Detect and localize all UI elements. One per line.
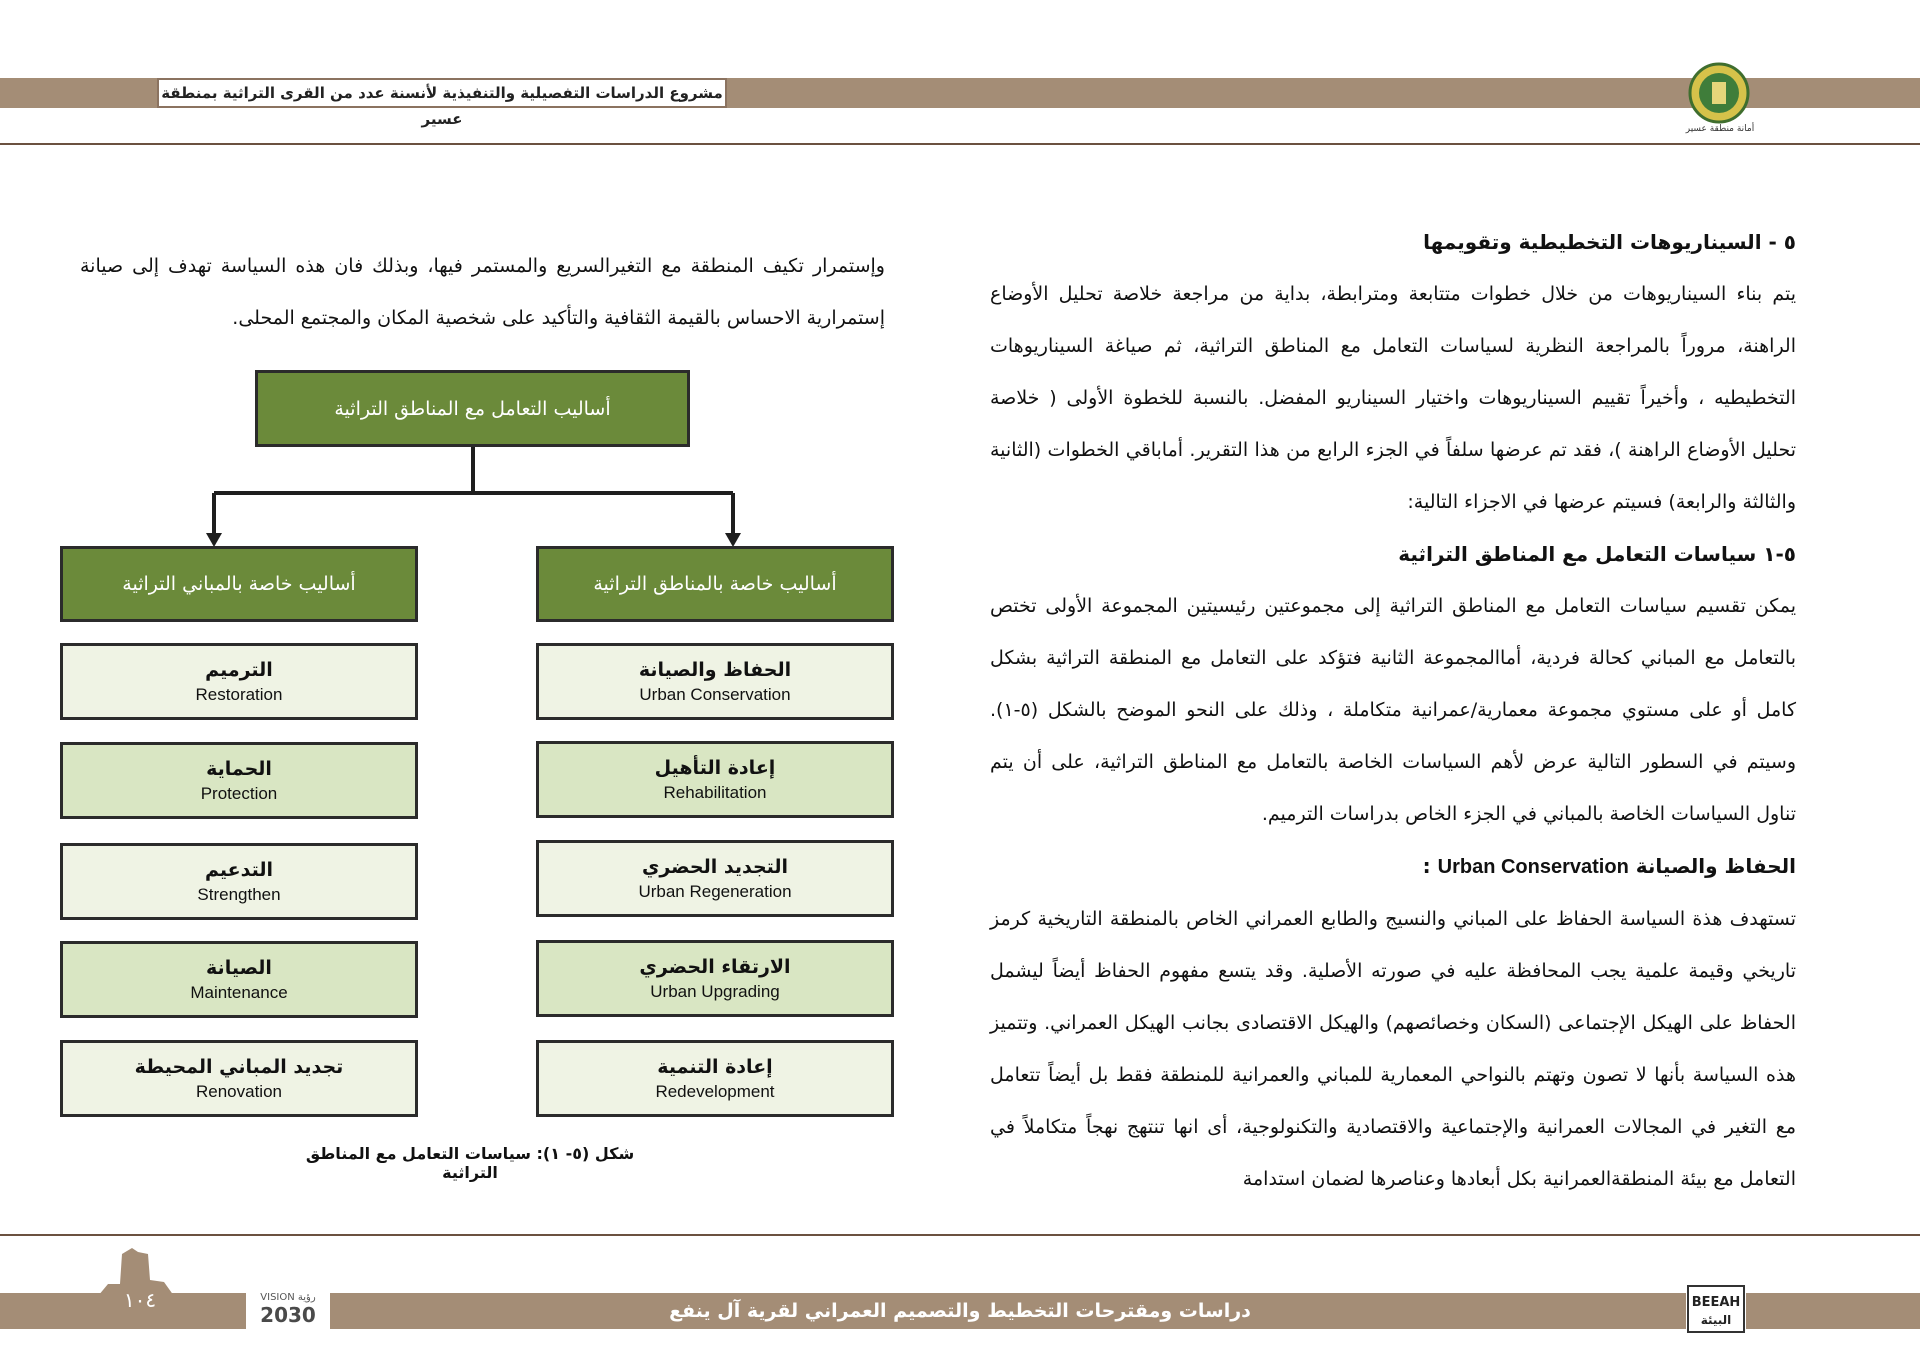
areas-item-ar: التجديد الحضري — [641, 855, 789, 878]
buildings-item — [60, 1040, 418, 1117]
left-paragraph: وإستمرار تكيف المنطقة مع التغيرالسريع والمستمر فيها، وبذلك فان هذه السياسة تهدف إلى صيانة إستمرارية الاحساس بالقيمة الثقافية والتأكيد على شخصية المكان والمجتمع المحلى. — [80, 255, 885, 329]
svg-text:البيئة: البيئة — [1700, 1313, 1732, 1327]
buildings-item-en: Renovation — [195, 1081, 282, 1101]
areas-item — [536, 643, 894, 720]
areas-item — [536, 840, 894, 917]
right-column — [990, 216, 1796, 1205]
conservation-heading: الحفاظ والصيانة Urban Conservation : — [1422, 854, 1796, 878]
diagram-root — [255, 370, 690, 447]
buildings-item-ar: الترميم — [205, 658, 273, 681]
footer-rule — [0, 1234, 1920, 1236]
branch-buildings-label: أساليب خاصة بالمباني التراثية — [122, 573, 356, 595]
subsection-paragraph: يمكن تقسيم سياسات التعامل مع المناطق التراثية إلى مجموعتين رئيسيتين المجموعة الأولى تختص بالتعامل مع المباني كحالة فردية، أماالمجموعة الثانية فتؤكد على التعامل مع المنطقة التراثية بشكل كامل أو على مستوي مجموعة معمارية/عمرانية متكاملة ، وذلك على النحو الموضح بالشكل (٥-١). وسيتم في السطور التالية عرض لأهم السياسات الخاصة بالتعامل مع المناطق التراثية، على أن يتم تناول السياسات الخاصة بالمباني في الجزء الخاص بدراسات الترميم. — [990, 595, 1796, 825]
areas-item-en: Rehabilitation — [663, 782, 767, 802]
buildings-item — [60, 941, 418, 1018]
buildings-item — [60, 843, 418, 920]
buildings-item-ar: التدعيم — [204, 858, 273, 881]
diagram-branch-buildings — [60, 546, 418, 622]
page-number: ١٠٤ — [123, 1288, 157, 1312]
areas-item-en: Urban Upgrading — [650, 981, 780, 1001]
conservation-heading-en: Urban Conservation — [1437, 856, 1629, 878]
areas-item-ar: الحفاظ والصيانة — [638, 658, 792, 681]
diagram-connectors — [200, 445, 760, 550]
areas-item-ar: إعادة التأهيل — [654, 756, 776, 779]
svg-text:2030: 2030 — [260, 1303, 316, 1327]
intro-paragraph: يتم بناء السيناريوهات من خلال خطوات متتابعة ومترابطة، بداية من مراجعة خلاصة تحليل الأوضاع الراهنة، مروراً بالمراجعة النظرية لسياسات التعامل مع المناطق التراثية، ثم صياغة السيناريوهات التخطيطيه ، وأخيراً تقييم السيناريوهات واختيار السيناريو المفضل. بالنسبة للخطوة الأولى ( خلاصة تحليل الأوضاع الراهنة )، فقد تم عرضها سلفاً في الجزء الرابع من هذا التقرير. أماباقي الخطوات (الثانية والثالثة والرابعة) فسيتم عرضها في الاجزاء التالية: — [990, 283, 1796, 513]
beeah-logo — [1686, 1284, 1746, 1334]
emblem-caption: أمانة منطقة عسير — [1685, 124, 1755, 134]
areas-item-ar: إعادة التنمية — [657, 1055, 773, 1078]
areas-item — [536, 741, 894, 818]
areas-item-ar: الارتقاء الحضري — [639, 955, 791, 978]
areas-item — [536, 940, 894, 1017]
buildings-item-en: Restoration — [195, 684, 283, 704]
branch-areas-label: أساليب خاصة بالمناطق التراثية — [593, 573, 837, 595]
buildings-item — [60, 742, 418, 819]
figure-caption: شكل (٥- ١): سياسات التعامل مع المناطق التراثية — [305, 1144, 635, 1182]
footer-title: دراسات ومقترحات التخطيط والتصميم العمراني لقرية آل ينفع — [669, 1300, 1251, 1322]
areas-item-en: Urban Regeneration — [638, 881, 792, 901]
buildings-item-en: Protection — [200, 783, 278, 803]
buildings-item-ar: الحماية — [206, 757, 272, 780]
svg-text:VISION رؤية: VISION رؤية — [260, 1292, 316, 1303]
buildings-item — [60, 643, 418, 720]
areas-item — [536, 1040, 894, 1117]
diagram-branch-areas — [536, 546, 894, 622]
buildings-item-en: Maintenance — [190, 982, 288, 1002]
header-rule — [0, 143, 1920, 145]
conservation-heading-ar: الحفاظ والصيانة — [1635, 854, 1796, 878]
areas-item-en: Urban Conservation — [639, 684, 791, 704]
asir-emblem-icon — [1688, 62, 1750, 124]
subsection-title: ٥-١ سياسات التعامل مع المناطق التراثية — [1398, 542, 1796, 566]
svg-text:BEEAH: BEEAH — [1691, 1295, 1741, 1310]
section-title: ٥ - السيناريوهات التخطيطية وتقويمها — [1423, 230, 1796, 254]
buildings-item-en: Strengthen — [197, 884, 281, 904]
conservation-paragraph: تستهدف هذة السياسة الحفاظ على المباني والنسيج والطابع العمراني الخاص بالمنطقة التاريخية كرمز تاريخي وقيمة علمية يجب المحافظة عليه في صورته الأصلية. وقد يتسع مفهوم الحفاظ أيضاً ليشمل الحفاظ على الهيكل الإجتماعى (السكان وخصائصهم) والهيكل الاقتصادى بجانب الهيكل العمراني. وتتميز هذه السياسة بأنها لا تصون وتهتم بالنواحي المعمارية للمباني والعمرانية للمنطقة فقط بل أيضاً تتعامل مع التغير في المجالات العمرانية والإجتماعية والاقتصادية والتكنولوجية، أى انها تنتهج نهجاً متكاملاً في التعامل مع بيئة المنطقةالعمرانية بكل أبعادها وعناصرها لضمان استدامة — [990, 908, 1796, 1190]
diagram-root-label: أساليب التعامل مع المناطق التراثية — [334, 397, 611, 420]
buildings-item-ar: تجديد المباني المحيطة — [134, 1055, 344, 1078]
areas-item-en: Redevelopment — [655, 1081, 775, 1101]
vision-2030-logo — [246, 1282, 330, 1334]
buildings-item-ar: الصيانة — [206, 956, 272, 979]
project-title: مشروع الدراسات التفصيلية والتنفيذية لأنسنة عدد من القرى التراثية بمنطقة عسير — [157, 78, 727, 108]
